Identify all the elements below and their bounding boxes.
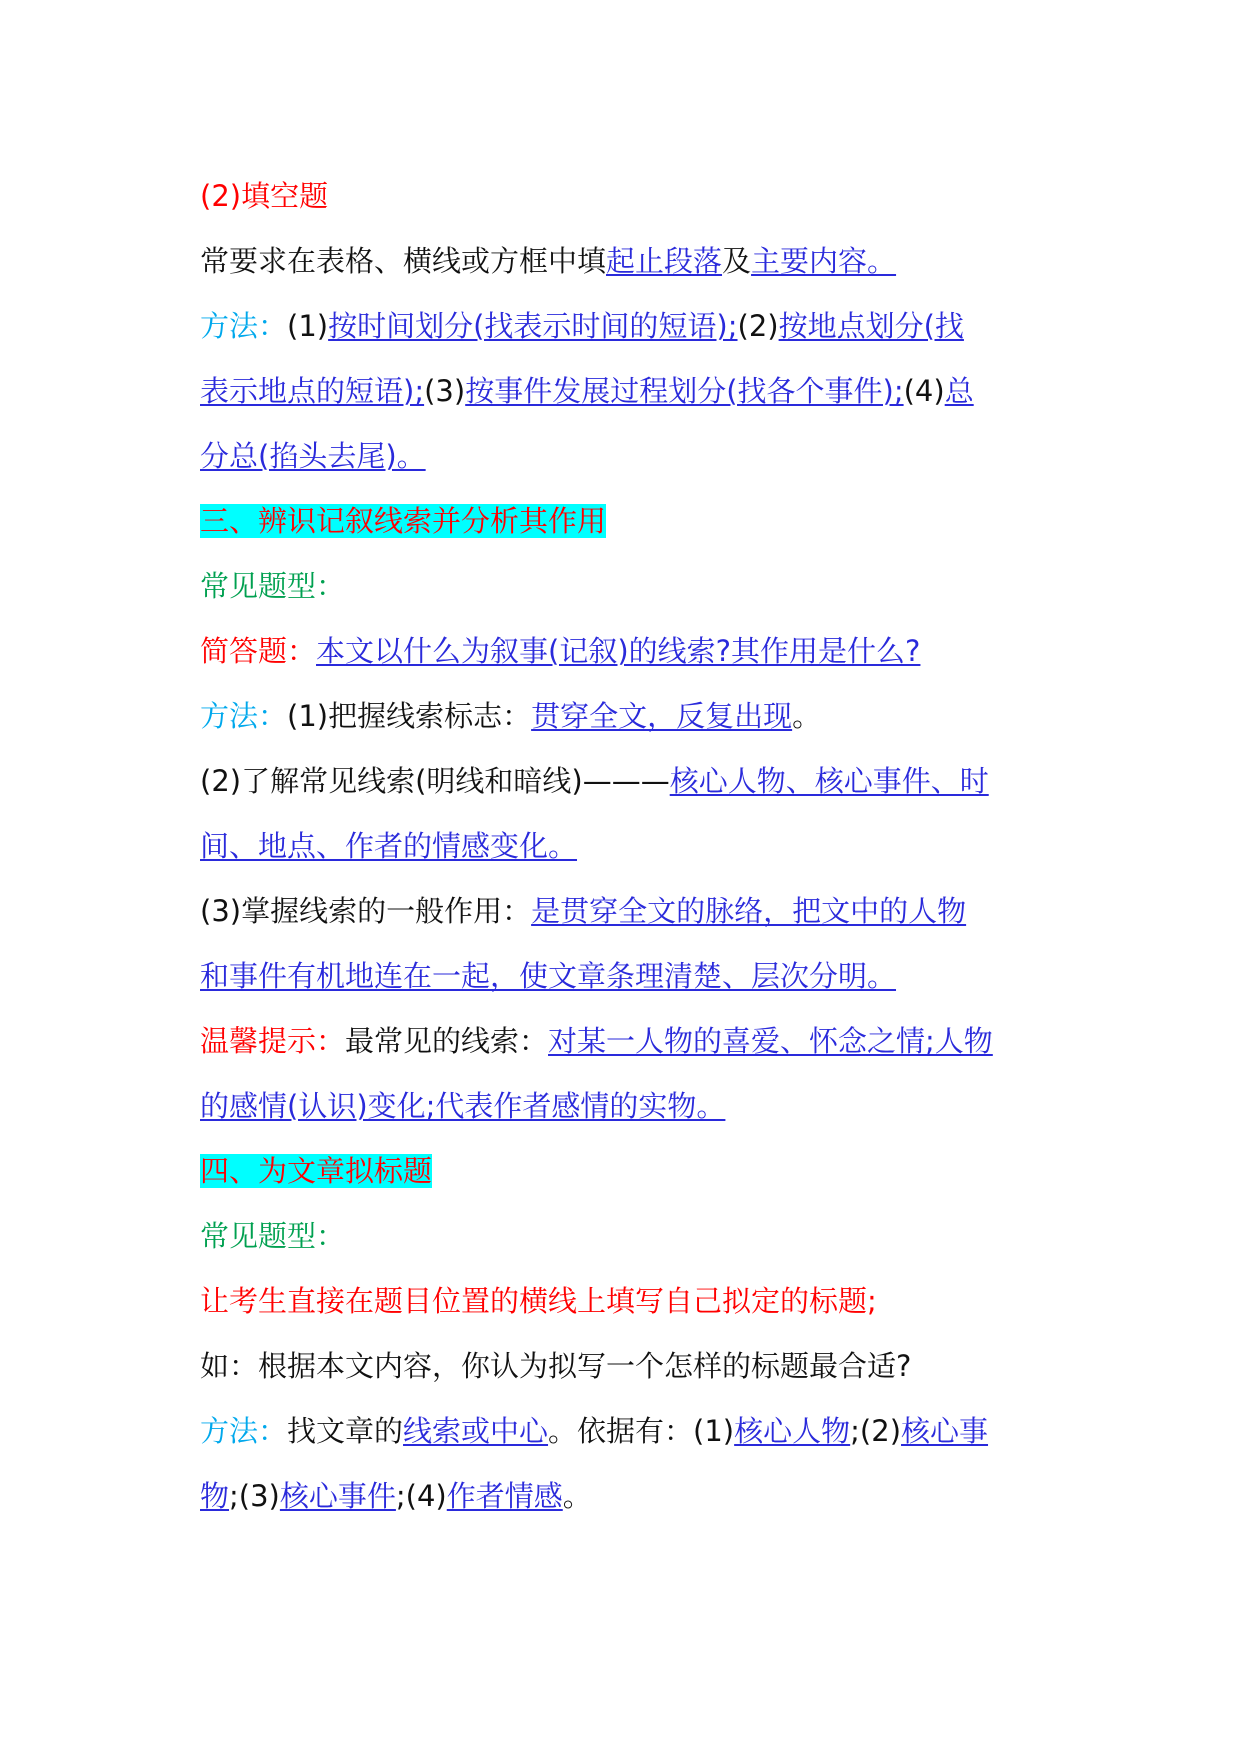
method-line [200,371,974,411]
text: 找文章的 [287,1414,404,1448]
tip-line [200,1086,725,1126]
underlined-answer: 线索或中心 [403,1414,549,1448]
section-heading [200,501,606,541]
question-text: 让考生直接在题目位置的横线上填写自己拟定的标题; [200,1284,877,1318]
text: (2) [737,309,779,343]
text: ;(2) [850,1414,902,1448]
paragraph [200,891,966,931]
underlined-answer: 按事件发展过程划分(找各个事件); [465,374,904,408]
underlined-answer: 分总(掐头去尾)。 [200,439,426,473]
text: 。 [792,699,822,733]
text: (2)了解常见线索(明线和暗线)——— [200,764,670,798]
text: ;(3) [229,1479,280,1513]
text: 。 [562,1479,592,1513]
underlined-answer: 按时间划分(找表示时间的短语); [328,309,738,343]
question-type-label: 常见题型： [200,569,346,603]
underlined-answer: 按地点划分(找 [778,309,964,343]
underlined-answer: 对某一人物的喜爱、怀念之情;人物 [548,1024,993,1058]
example-text: 如：根据本文内容，你认为拟写一个怎样的标题最合适? [200,1349,912,1383]
underlined-answer: 和事件有机地连在一起，使文章条理清楚、层次分明。 [200,959,897,993]
paragraph [200,826,577,866]
underlined-answer: 是贯穿全文的脉络，把文中的人物 [531,894,967,928]
method-line [200,1411,988,1451]
underlined-answer: 贯穿全文，反复出现 [531,699,793,733]
underlined-answer: 核心人物、核心事件、时 [669,764,989,798]
text: (4) [903,374,945,408]
tip-label: 温馨提示： [200,1024,346,1058]
question-type-label: 常见题型： [200,1219,346,1253]
method-line [200,436,426,476]
text: (1)把握线索标志： [287,699,532,733]
text: 。依据有：(1) [548,1414,735,1448]
underlined-answer: 物 [200,1479,230,1513]
method-line [200,696,821,736]
underlined-answer: 本文以什么为叙事(记叙)的线索?其作用是什么? [316,634,921,668]
underlined-answer: 核心事 [901,1414,989,1448]
underlined-answer: 主要内容。 [751,244,897,278]
paragraph [200,761,989,801]
section-heading-text: 三、辨识记叙线索并分析其作用 [200,504,607,538]
underlined-answer: 的感情(认识)变化;代表作者感情的实物。 [200,1089,726,1123]
text: 常要求在表格、横线或方框中填 [200,244,607,278]
text: (1) [287,309,329,343]
question-label: 简答题： [200,634,317,668]
underlined-answer: 起止段落 [606,244,723,278]
underlined-answer: 作者情感 [446,1479,563,1513]
method-label: 方法： [200,309,288,343]
underlined-answer: 核心人物 [734,1414,851,1448]
method-label: 方法： [200,1414,288,1448]
paragraph [200,956,896,996]
underlined-answer: 总 [944,374,974,408]
section-heading [200,1151,432,1191]
tip-line [200,1021,993,1061]
section-heading-text: 四、为文章拟标题 [200,1154,433,1188]
subsection-title: (2)填空题 [200,179,329,213]
method-line [200,1476,592,1516]
text: 及 [722,244,752,278]
text: 最常见的线索： [345,1024,549,1058]
text: ;(4) [395,1479,447,1513]
underlined-answer: 表示地点的短语); [200,374,425,408]
underlined-answer: 间、地点、作者的情感变化。 [200,829,578,863]
method-line [200,306,964,346]
paragraph [200,241,896,281]
method-label: 方法： [200,699,288,733]
text: (3)掌握线索的一般作用： [200,894,532,928]
underlined-answer: 核心事件 [279,1479,396,1513]
text: (3) [424,374,466,408]
question-line [200,631,920,671]
